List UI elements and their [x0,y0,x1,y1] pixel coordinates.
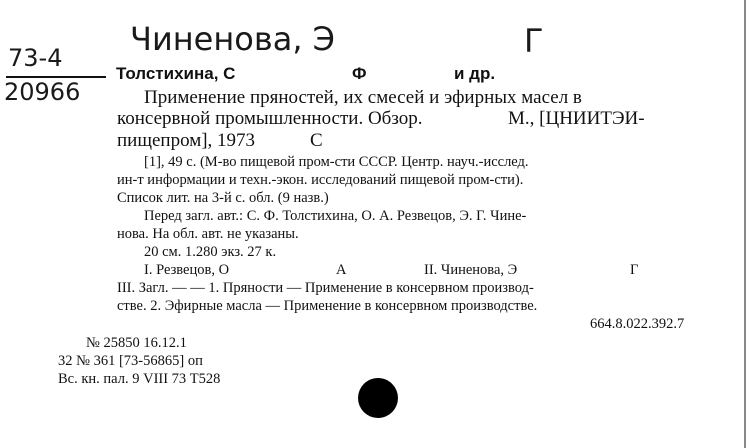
description-line-1: [1], 49 с. (М-во пищевой пром-сти СССР. Центр. науч.-исслед. [144,154,529,170]
description-line-4: Перед загл. авт.: С. Ф. Толстихина, О. А. Резвецов, Э. Г. Чине- [144,208,527,224]
title-line-2a: консервной промышленности. Обзор. [117,108,423,129]
punch-hole [358,378,398,418]
description-line-2: ин-т информации и техн.-экон. исследований пищевой пром-сти). [117,172,524,188]
heading-initial: Ф [352,64,367,83]
title-line-1: Применение пряностей, их смесей и эфирных масел в [144,87,582,108]
title-line-3b: С [310,130,323,151]
description-line-6: 20 см. 1.280 экз. 27 к. [144,244,277,260]
tracing-2: III. Загл. — — 1. Пряности — Применение в консервном производ- [117,280,534,296]
description-line-3: Список лит. на 3-й с. обл. (9 назв.) [117,190,329,206]
handwritten-author-initial: Г [524,22,544,60]
handwritten-call-number-top: 73-4 [8,44,63,72]
heading-author: Толстихина, С [116,64,236,83]
handwritten-author-name: Чиненова, Э [130,20,335,58]
tracing-1c: II. Чиненова, Э [424,262,518,278]
tracing-1b: А [336,262,347,278]
handwritten-call-number-bottom: 20966 [4,78,81,106]
title-line-2b: М., [ЦНИИТЭИ- [508,108,645,129]
footer-number-3: Вс. кн. пал. 9 VIII 73 Т528 [58,371,221,387]
tracing-3: стве. 2. Эфирные масла — Применение в консервном производстве. [117,298,538,314]
title-line-3a: пищепром], 1973 [117,130,256,151]
footer-number-2: 32 № 361 [73-56865] оп [58,353,203,369]
footer-number-1: № 25850 16.12.1 [86,335,187,351]
tracing-1a: I. Резвецов, О [144,262,230,278]
card-edge [744,0,746,448]
tracing-1d: Г [630,262,639,278]
udc-number: 664.8.022.392.7 [590,316,685,332]
description-line-5: нова. На обл. авт. не указаны. [117,226,299,242]
heading-et-al: и др. [454,64,496,83]
